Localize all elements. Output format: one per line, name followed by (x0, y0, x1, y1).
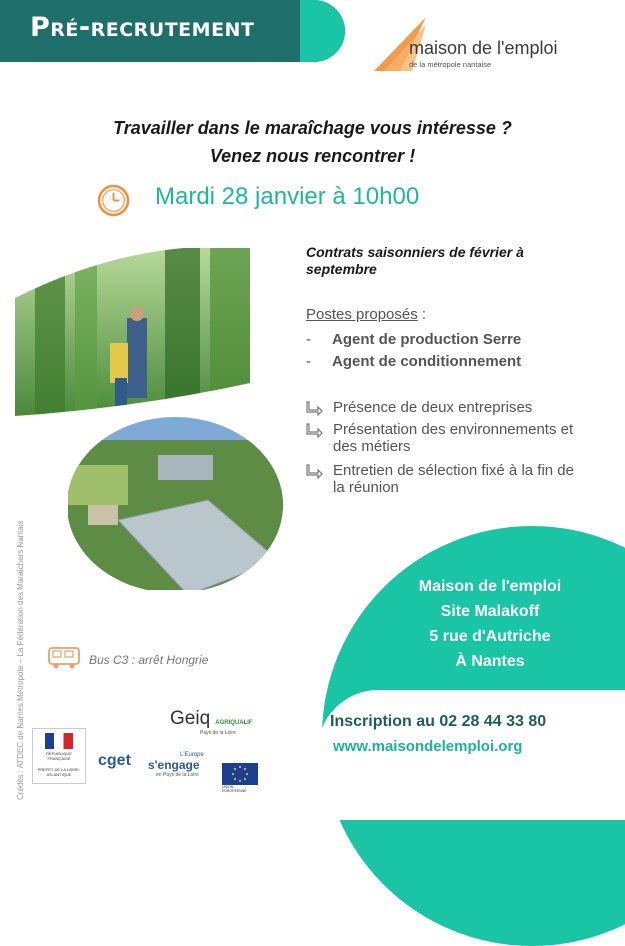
greenhouse-photo (15, 248, 250, 416)
bullet-text: Entretien de sélection fixé à la fin de la réunion (333, 462, 574, 496)
website-link[interactable]: www.maisondelemploi.org (333, 738, 523, 755)
poste-label: Agent de conditionnement (332, 353, 522, 370)
arrow-icon (306, 463, 324, 479)
bus-icon (47, 646, 81, 670)
intro-line-2: Venez nous rencontrer ! (209, 146, 416, 166)
bullet-text: Présentation des environnements et des métiers (333, 421, 574, 455)
bullet-item (306, 399, 576, 416)
logo-name: maison de l'emploi (409, 38, 558, 58)
poste-item: - Agent de production Serre (306, 331, 522, 348)
header-banner (0, 0, 345, 62)
inscription-phone: Inscription au 02 28 44 33 80 (330, 713, 547, 730)
europe-region: en Pays de la Loire (156, 772, 199, 778)
photo-credits: Crédits : ATDEC de Nantes Métropole – La Fédération des Maraîchers Nantais (16, 520, 25, 800)
location-line: Site Malakoff (440, 603, 540, 620)
europe-main: s'engage (148, 758, 200, 772)
postes-title: Postes proposés (306, 306, 418, 323)
geiq-text: Geiq (170, 708, 211, 729)
bullet-text: Présence de deux entreprises (333, 399, 533, 416)
postes-colon: : (417, 306, 427, 323)
eu-flag-icon (222, 763, 258, 785)
prefet-bottom-text: PRÉFET DE LA LOIRE-ATLANTIQUE (37, 767, 81, 777)
logo-subtitle: de la métropole nantaise (409, 60, 492, 69)
event-date: Mardi 28 janvier à 10h00 (155, 183, 420, 210)
contact-panel (318, 690, 625, 820)
cget-logo (98, 750, 131, 770)
aerial-greenhouse-photo (68, 410, 283, 590)
prefet-logo (32, 728, 86, 784)
bullet-item (306, 421, 576, 455)
bus-info: Bus C3 : arrêt Hongrie (89, 653, 209, 667)
location-line: À Nantes (455, 653, 525, 670)
cget-text: cget (98, 752, 131, 769)
arrow-icon (306, 422, 324, 438)
geiq-sub: AGRIQUALIF (215, 720, 253, 726)
europe-engage-logo (148, 752, 218, 778)
geiq-logo (170, 708, 253, 736)
page-title: Pré-recrutement (30, 12, 255, 43)
geiq-region: Pays de la Loire (200, 730, 236, 736)
poste-item: - Agent de conditionnement (306, 353, 522, 370)
eu-flag-logo (222, 763, 258, 791)
banner-accent (300, 0, 345, 62)
poste-label: Agent de production Serre (332, 331, 522, 348)
prefet-top-text: RÉPUBLIQUE FRANÇAISE (46, 751, 72, 761)
bullet-item (306, 462, 576, 496)
intro-line-1: Travailler dans le maraîchage vous intéresse ? (113, 118, 512, 138)
clock-icon (97, 184, 130, 217)
location-line: 5 rue d'Autriche (429, 628, 551, 645)
location-line: Maison de l'emploi (418, 578, 562, 595)
europe-top: L'Europe (180, 752, 204, 758)
ue-text: UNION EUROPÉENNE (222, 785, 247, 793)
contracts-info: Contrats saisonniers de février à septembre (306, 244, 524, 277)
postes-heading (306, 306, 426, 323)
arrow-icon (306, 400, 324, 416)
